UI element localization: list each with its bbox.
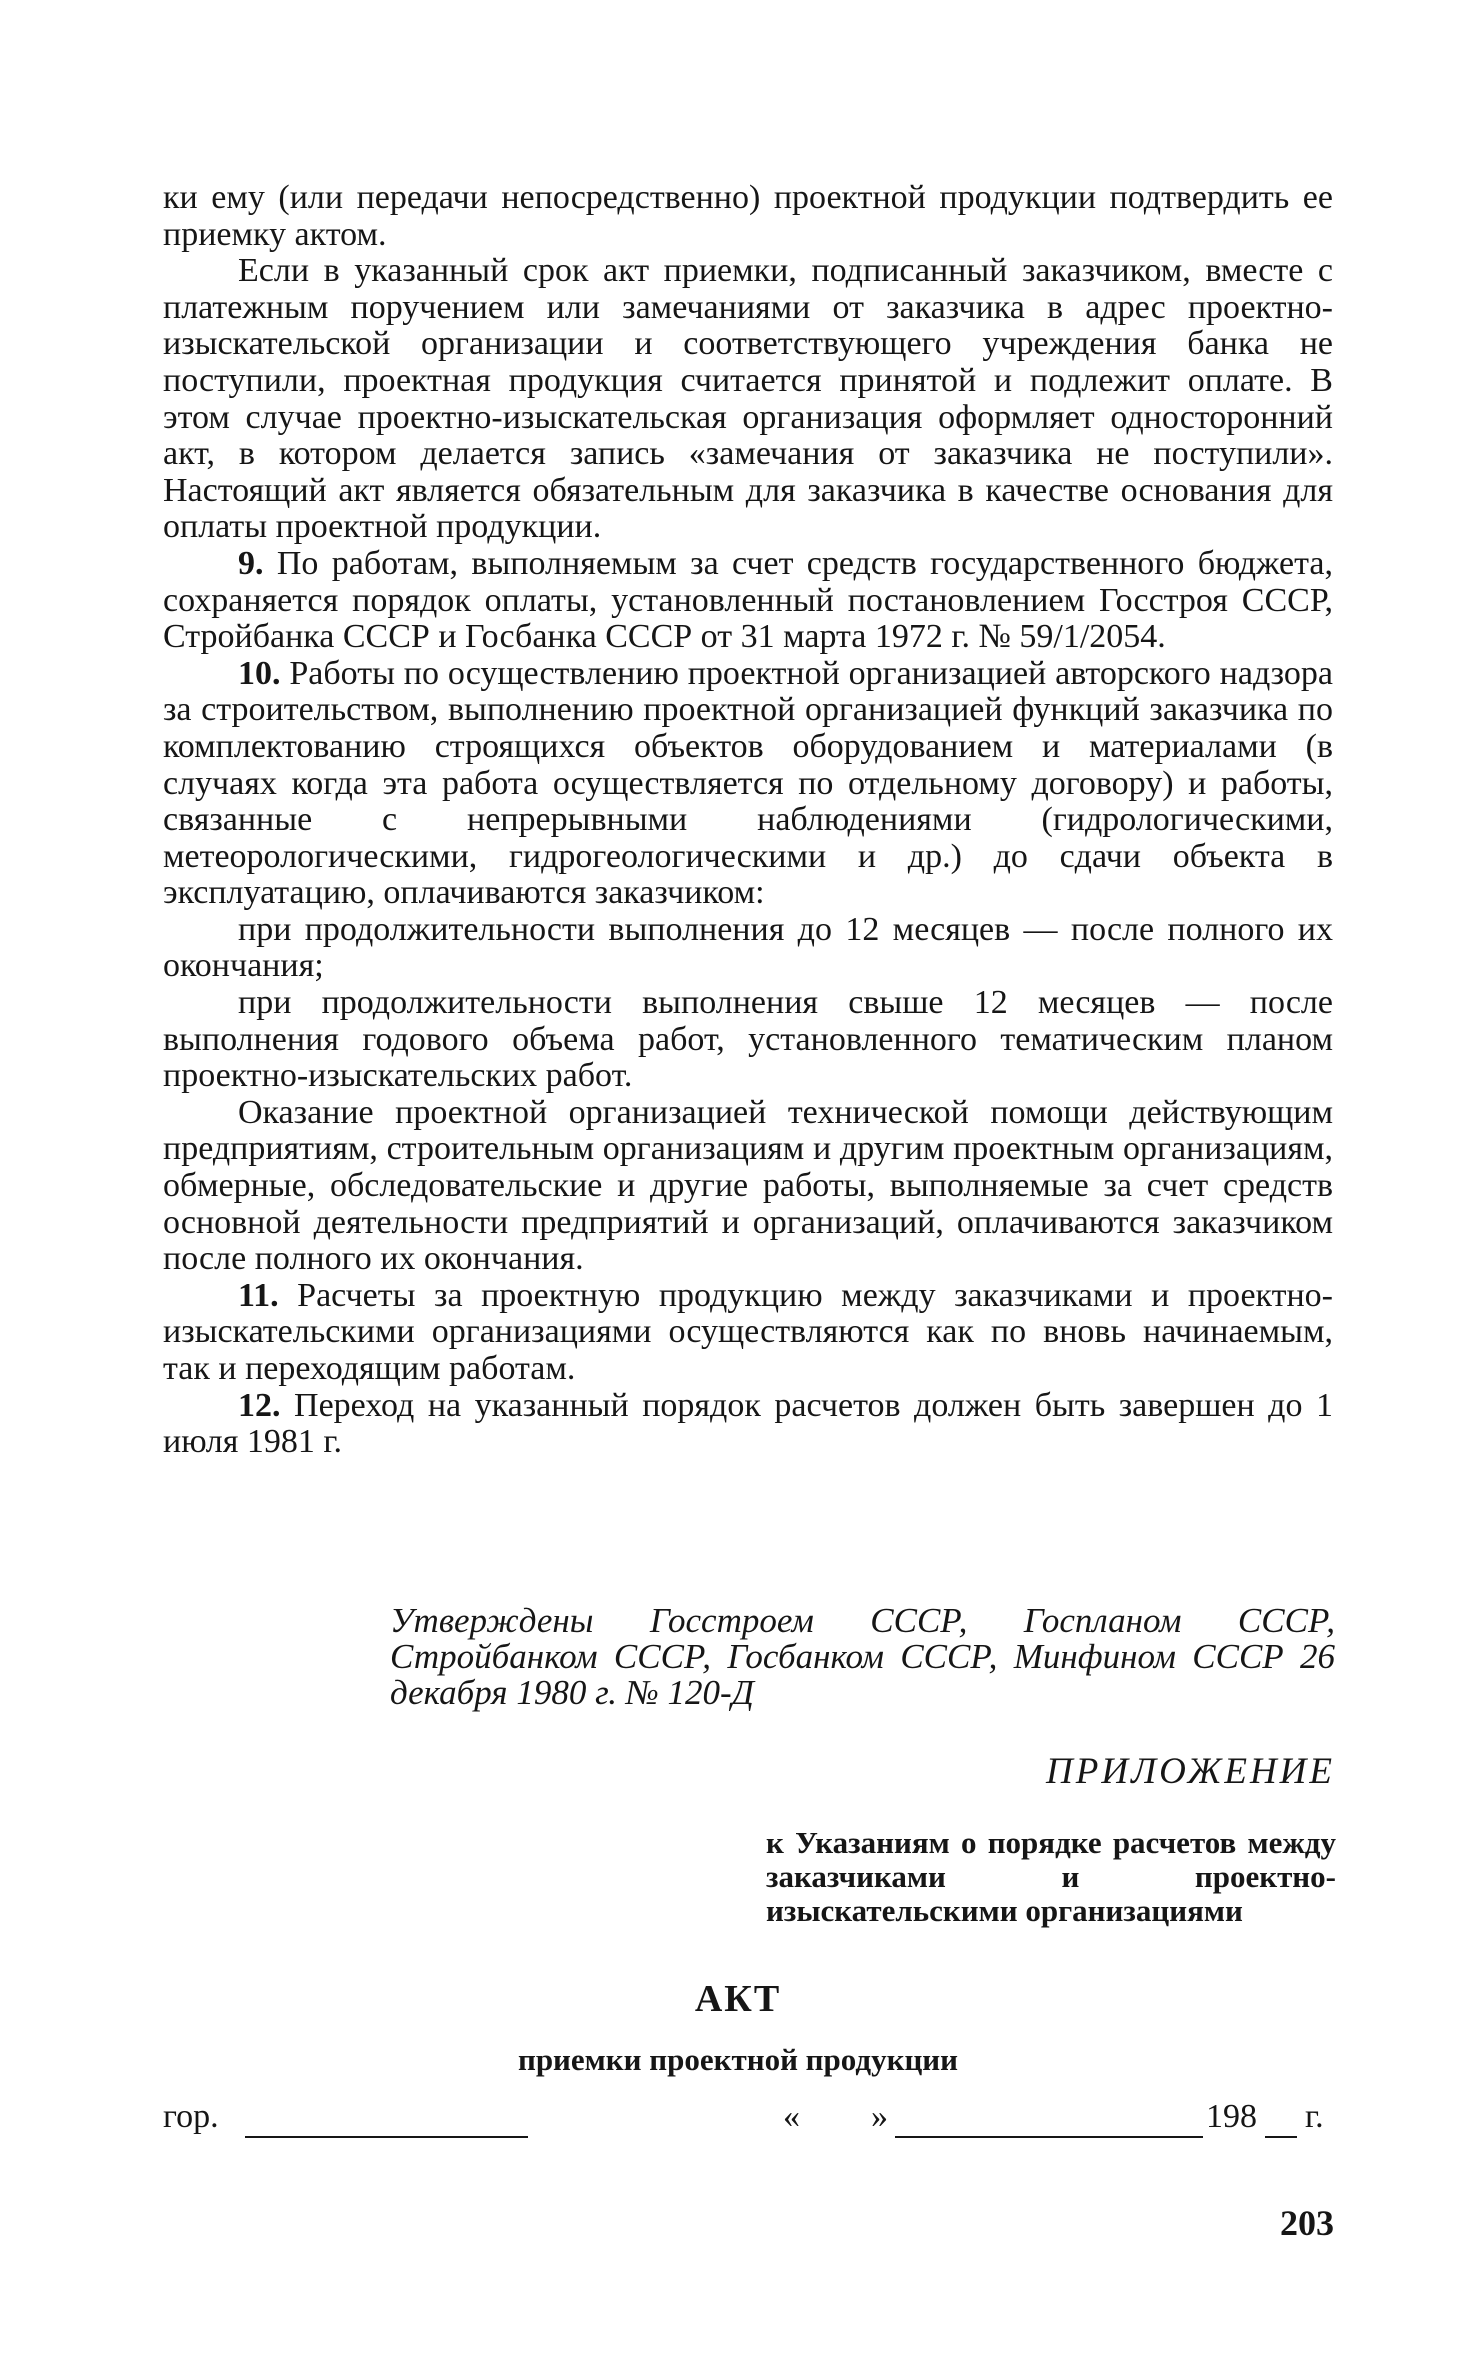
item-11 — [163, 1278, 1333, 1388]
item-number: 9. — [238, 544, 264, 582]
city-blank — [245, 2102, 528, 2138]
city-label: гор. — [163, 2098, 219, 2135]
item-number: 10. — [238, 654, 281, 692]
item-number: 11. — [238, 1276, 279, 1314]
body-text — [163, 180, 1333, 1461]
year-blank — [1265, 2102, 1297, 2138]
month-blank — [895, 2102, 1203, 2138]
item-text: Работы по осуществлению проектной организацией авторского надзора за строительством, выполнению проектной организацией функций заказчика по комплектованию строящихся объектов оборудованием и материалами (в случаях когда эта работа осуществляется по отдельному договору) и работы, связанные с непрерывными наблюдениями (гидрологическими, метеорологическими, гидрогеологическими и др.) до сдачи объекта в эксплуатацию, оплачиваются заказчиком: — [163, 654, 1334, 912]
act-subtitle: приемки проектной продукции — [517, 2042, 959, 2077]
appendix-subtitle-text: к Указаниям о порядке расчетов между заказчиками и проектно-изыскательскими организациями — [766, 1825, 1336, 1928]
act-form-line — [163, 2098, 1338, 2146]
year-suffix: г. — [1305, 2098, 1324, 2135]
quote-open: « — [783, 2098, 800, 2135]
appendix-title: ПРИЛОЖЕНИЕ — [1046, 1751, 1335, 1792]
approval-text: Утверждены Госстроем СССР, Госпланом СССР, Стройбанком СССР, Госбанком СССР, Минфином СССР 26 декабря 1980 г. № 120-Д — [390, 1601, 1335, 1712]
paragraph-act-notice: Если в указанный срок акт приемки, подписанный заказчиком, вместе с платежным поручением или замечаниями от заказчика в адрес проектно-изыскательской организации и соответствующего учреждения банка не поступили, проектная продукция считается принятой и подлежит оплате. В этом случае проектно-изыскательская организация оформляет односторонний акт, в котором делается запись «замечания от заказчика не поступили». Настоящий акт является обязательным для заказчика в качестве основания для оплаты проектной продукции. — [163, 252, 1333, 546]
item-text: Переход на указанный порядок расчетов должен быть завершен до 1 июля 1981 г. — [163, 1386, 1333, 1461]
item-number: 12. — [238, 1386, 281, 1424]
year-prefix: 198 — [1206, 2098, 1257, 2135]
paragraph-continuation: ки ему (или передачи непосредственно) проектной продукции подтвердить ее приемку актом. — [163, 179, 1333, 253]
appendix-subtitle — [766, 1826, 1336, 1928]
sub-paragraph-technical-help: Оказание проектной организацией технической помощи действующим предприятиям, строительным организациям и другим проектным организациям, обмерные, обследовательские и другие работы, выполняемые за счет средств основной деятельности предприятий и организаций, оплачиваются заказчиком после полного их окончания. — [163, 1093, 1333, 1278]
act-title: АКТ — [694, 1978, 782, 2020]
quote-close: » — [871, 2098, 888, 2135]
item-text: Расчеты за проектную продукцию между заказчиками и проектно-изыскательскими организациями осуществляются как по вновь начинаемым, так и переходящим работам. — [163, 1276, 1333, 1387]
item-10 — [163, 656, 1333, 912]
page-number: 203 — [1280, 2203, 1334, 2243]
approval-note — [390, 1603, 1335, 1711]
sub-paragraph-over-12-months: при продолжительности выполнения свыше 12 месяцев — после выполнения годового объема работ, установленного тематическим планом проектно-изыскательских работ. — [163, 984, 1333, 1095]
item-text: По работам, выполняемым за счет средств государственного бюджета, сохраняется порядок оплаты, установленный постановлением Госстроя СССР, Стройбанка СССР и Госбанка СССР от 31 марта 1972 г. № 59/1/2054. — [163, 544, 1333, 656]
sub-paragraph-up-to-12-months: при продолжительности выполнения до 12 месяцев — после полного их окончания; — [163, 910, 1333, 985]
item-12 — [163, 1388, 1333, 1461]
item-9 — [163, 546, 1333, 656]
